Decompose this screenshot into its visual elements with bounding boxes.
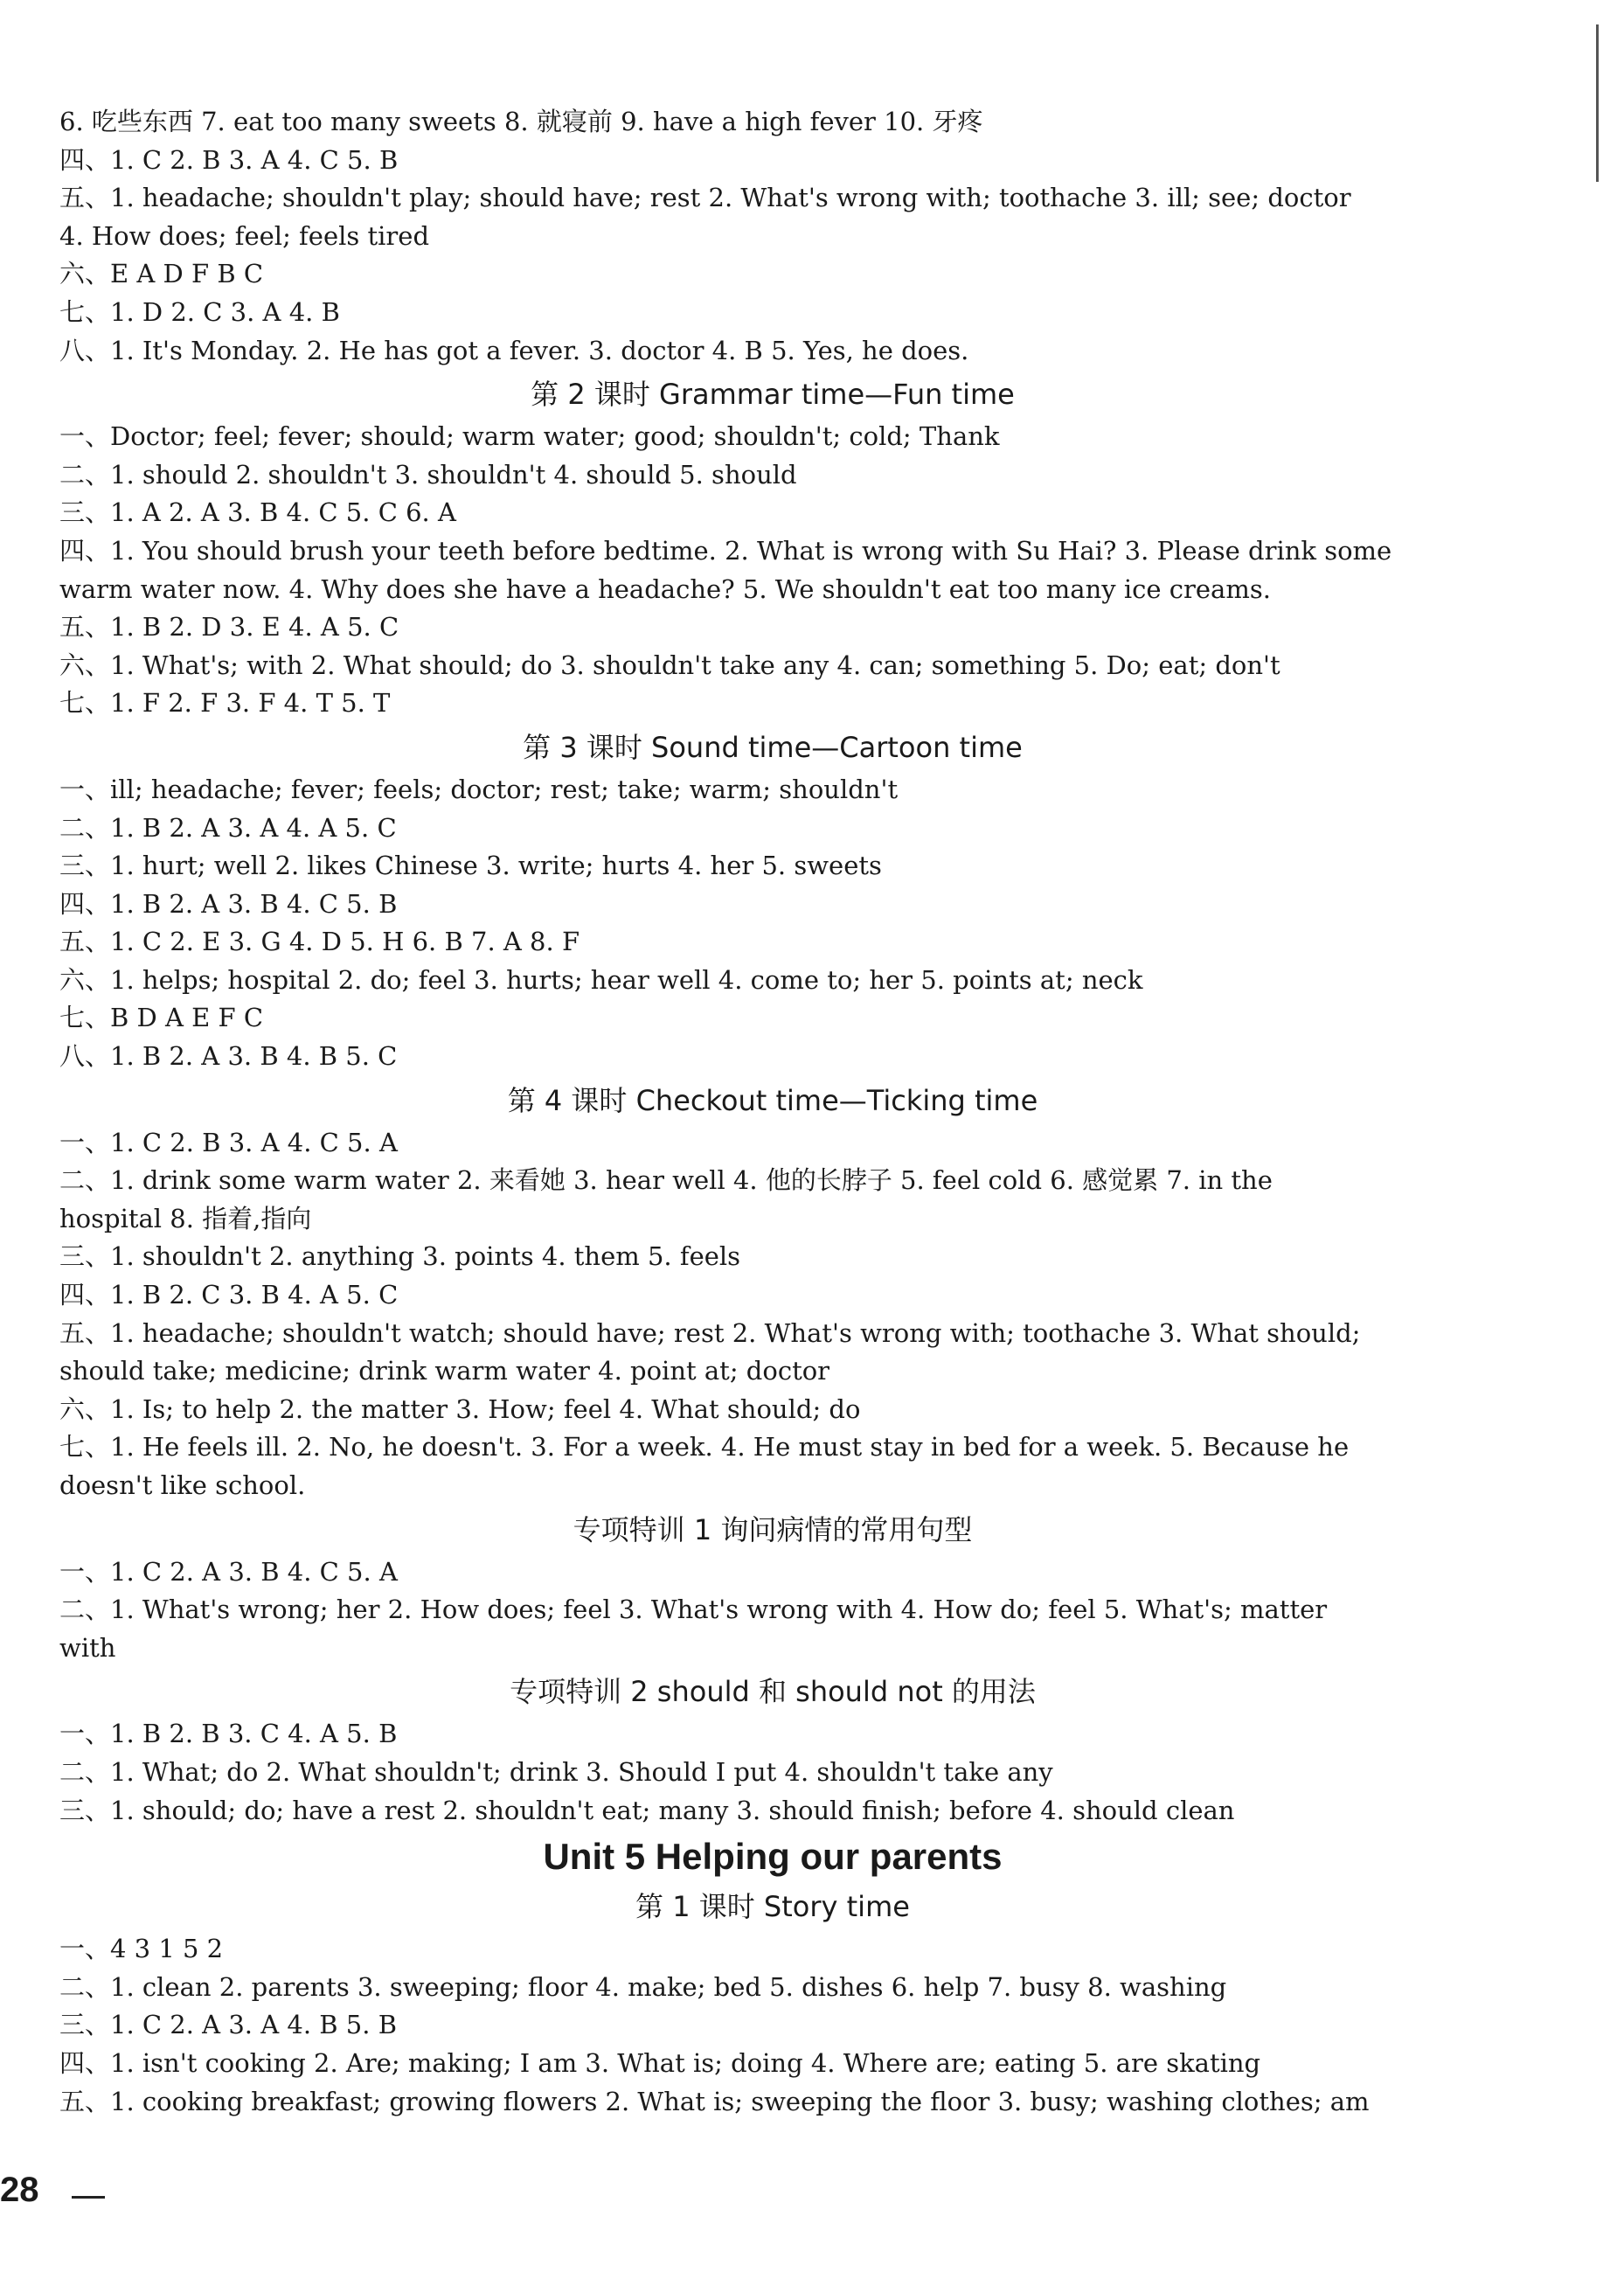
answer-line: 七、1. He feels ill. 2. No, he doesn't. 3. For a week. 4. He must stay in bed for a week. 5. Because he: [59, 1432, 1350, 1463]
answer-key-content: [59, 103, 1486, 2121]
answer-line: 四、1. isn't cooking 2. Are; making; I am 3. What is; doing 4. Where are; eating 5. are skating: [59, 2047, 1261, 2078]
answer-line: 四、1. B 2. C 3. B 4. A 5. C: [59, 1280, 399, 1310]
answer-line: 四、1. C 2. B 3. A 4. C 5. B: [59, 144, 399, 175]
answer-line: 八、1. It's Monday. 2. He has got a fever. 3. doctor 4. B 5. Yes, he does.: [59, 335, 969, 365]
answer-line: 三、1. A 2. A 3. B 4. C 5. C 6. A: [59, 497, 456, 528]
section-heading: 第 4 课时 Checkout time—Ticking time: [507, 1083, 1038, 1117]
answer-line: should take; medicine; drink warm water 4. point at; doctor: [59, 1356, 830, 1386]
answer-line: 一、Doctor; feel; fever; should; warm water; good; shouldn't; cold; Thank: [59, 421, 1000, 452]
answer-line: 七、1. D 2. C 3. A 4. B: [59, 296, 340, 327]
answer-line: 三、1. C 2. A 3. A 4. B 5. B: [59, 2010, 398, 2040]
answer-line: 六、E A D F B C: [59, 259, 264, 289]
answer-line: 七、1. F 2. F 3. F 4. T 5. T: [59, 688, 391, 719]
page-number-dash: [72, 2196, 105, 2199]
answer-line: 六、1. helps; hospital 2. do; feel 3. hurts; hear well 4. come to; her 5. points at; neck: [59, 964, 1143, 995]
answer-line: 八、1. B 2. A 3. B 4. B 5. C: [59, 1041, 398, 1072]
answer-line: 4. How does; feel; feels tired: [59, 220, 430, 251]
page-edge-line: [1596, 24, 1599, 182]
answer-line: with: [59, 1632, 116, 1663]
answer-line: 二、1. B 2. A 3. A 4. A 5. C: [59, 812, 397, 843]
section-heading: 第 1 课时 Story time: [635, 1890, 910, 1924]
answer-line: 二、1. drink some warm water 2. 来看她 3. hear well 4. 他的长脖子 5. feel cold 6. 感觉累 7. in the: [59, 1165, 1273, 1196]
answer-line: 一、4 3 1 5 2: [59, 1934, 224, 1964]
answer-line: 五、1. headache; shouldn't play; should have; rest 2. What's wrong with; toothache 3. ill; see; doctor: [59, 183, 1351, 213]
answer-line: doesn't like school.: [59, 1470, 306, 1500]
answer-line: 三、1. hurt; well 2. likes Chinese 3. write; hurts 4. her 5. sweets: [59, 851, 882, 881]
answer-line: hospital 8. 指着,指向: [59, 1203, 312, 1233]
answer-line: 五、1. B 2. D 3. E 4. A 5. C: [59, 612, 399, 643]
answer-line: 二、1. should 2. shouldn't 3. shouldn't 4. should 5. should: [59, 459, 797, 490]
section-heading: 第 2 课时 Grammar time—Fun time: [531, 378, 1015, 412]
answer-line: 六、1. Is; to help 2. the matter 3. How; feel 4. What should; do: [59, 1393, 861, 1424]
section-heading: 专项特训 1 询问病情的常用句型: [573, 1512, 973, 1546]
answer-line: warm water now. 4. Why does she have a headache? 5. We shouldn't eat too many ice creams.: [59, 573, 1271, 604]
answer-line: 二、1. What's wrong; her 2. How does; feel 3. What's wrong with 4. How do; feel 5. What's; matter: [59, 1595, 1328, 1625]
answer-line: 二、1. What; do 2. What shouldn't; drink 3. Should I put 4. shouldn't take any: [59, 1756, 1053, 1787]
answer-line: 一、ill; headache; fever; feels; doctor; rest; take; warm; shouldn't: [59, 774, 899, 804]
answer-line: 五、1. headache; shouldn't watch; should have; rest 2. What's wrong with; toothache 3. What should;: [59, 1317, 1361, 1348]
answer-line: 6. 吃些东西 7. eat too many sweets 8. 就寝前 9. have a high fever 10. 牙疼: [59, 107, 983, 136]
answer-line: 一、1. C 2. A 3. B 4. C 5. A: [59, 1556, 398, 1587]
answer-line: 四、1. B 2. A 3. B 4. C 5. B: [59, 888, 398, 919]
answer-line: 六、1. What's; with 2. What should; do 3. shouldn't take any 4. can; something 5. Do; eat; don't: [59, 650, 1280, 680]
page-number: 28: [0, 2171, 39, 2209]
answer-line: 三、1. should; do; have a rest 2. shouldn't eat; many 3. should finish; before 4. should clean: [59, 1795, 1235, 1825]
unit-heading: Unit 5 Helping our parents: [543, 1836, 1003, 1878]
answer-line: 一、1. B 2. B 3. C 4. A 5. B: [59, 1719, 398, 1749]
answer-line: 一、1. C 2. B 3. A 4. C 5. A: [59, 1127, 398, 1157]
answer-line: 二、1. clean 2. parents 3. sweeping; floor 4. make; bed 5. dishes 6. help 7. busy 8. washing: [59, 1971, 1227, 2002]
answer-line: 四、1. You should brush your teeth before bedtime. 2. What is wrong with Su Hai? 3. Please drink some: [59, 535, 1392, 566]
answer-line: 七、B D A E F C: [59, 1003, 264, 1033]
section-heading: 第 3 课时 Sound time—Cartoon time: [523, 730, 1023, 764]
answer-line: 五、1. cooking breakfast; growing flowers 2. What is; sweeping the floor 3. busy; washing clothes; am: [59, 2086, 1370, 2116]
answer-line: 三、1. shouldn't 2. anything 3. points 4. them 5. feels: [59, 1241, 741, 1272]
section-heading: 专项特训 2 should 和 should not 的用法: [510, 1675, 1036, 1709]
answer-line: 五、1. C 2. E 3. G 4. D 5. H 6. B 7. A 8. F: [59, 927, 580, 957]
